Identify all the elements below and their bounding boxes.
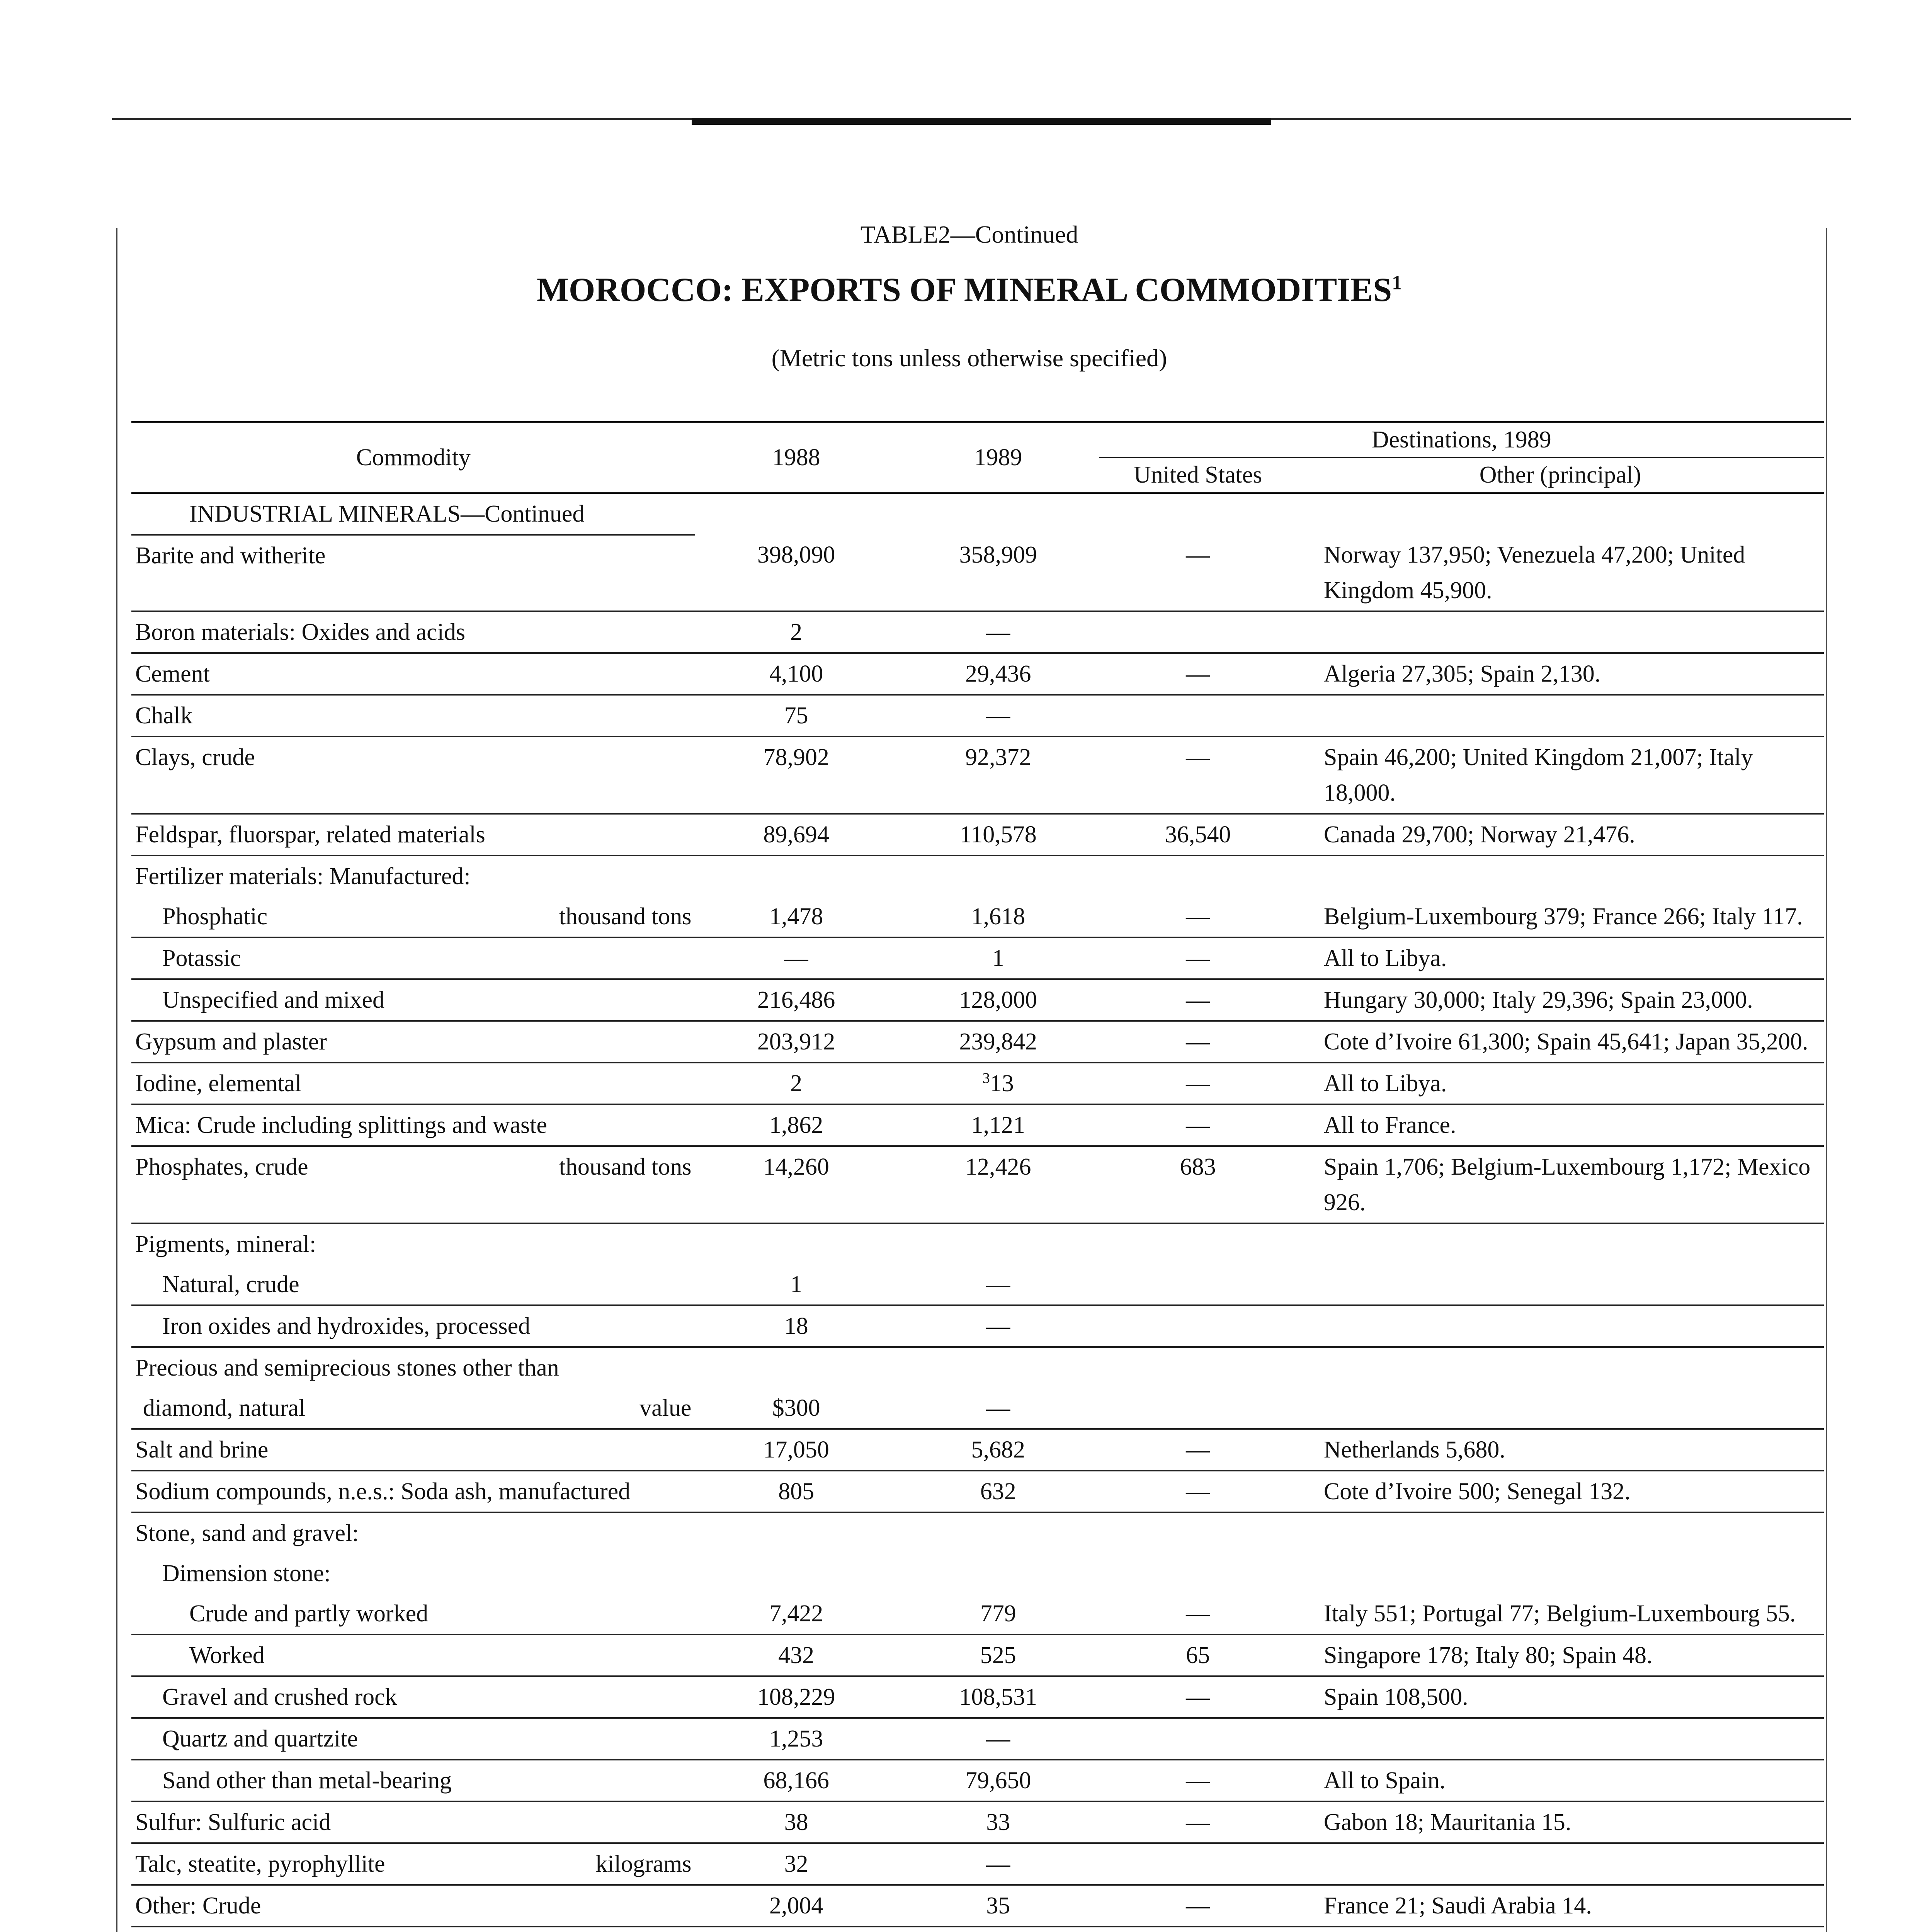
- commodity-cell: [131, 1718, 695, 1760]
- dest-other: [1297, 1223, 1824, 1264]
- value-1988: 18: [695, 1305, 897, 1347]
- exports-table: [131, 421, 1824, 1932]
- commodity-cell: [131, 1927, 695, 1932]
- value-1989-cell: [897, 736, 1099, 814]
- value-1989: 35: [986, 1893, 1010, 1919]
- dest-united-states: [1099, 855, 1296, 896]
- commodity-cell: [131, 1676, 695, 1718]
- value-1989-footnote: 3: [982, 1070, 990, 1087]
- dest-other: [1297, 1553, 1824, 1594]
- dest-other: [1297, 1347, 1824, 1388]
- dest-other: All to Libya.: [1297, 937, 1824, 979]
- dest-united-states: —: [1099, 937, 1296, 979]
- value-1989-cell: [897, 1760, 1099, 1801]
- table-row: [131, 1388, 1824, 1429]
- value-1989-cell: [897, 653, 1099, 695]
- table-row: [131, 1634, 1824, 1676]
- value-1989: 33: [986, 1809, 1010, 1835]
- table-row: [131, 1063, 1824, 1104]
- commodity-cell: [131, 1347, 695, 1388]
- table-row: [131, 1885, 1824, 1927]
- table-header: [131, 422, 1824, 493]
- page-title: [0, 270, 1932, 310]
- value-1989-cell: [897, 814, 1099, 855]
- value-1989: —: [986, 619, 1010, 645]
- dest-united-states: [1099, 1388, 1296, 1429]
- commodity-name: Other: Crude: [135, 1893, 261, 1919]
- commodity-name: Pigments, mineral:: [135, 1231, 316, 1257]
- value-1989: —: [986, 1271, 1010, 1298]
- dest-other: Netherlands 5,680.: [1297, 1429, 1824, 1471]
- commodity-name: Phosphatic: [162, 903, 268, 930]
- value-1988: 75: [695, 695, 897, 736]
- dest-united-states: [1099, 1718, 1296, 1760]
- table-caption: TABLE2—Continued: [860, 221, 1078, 248]
- value-1989-cell: [897, 1388, 1099, 1429]
- commodity-name: Salt and brine: [135, 1437, 269, 1463]
- dest-other: Spain 46,200; United Kingdom 21,007; Italy 18,000.: [1297, 736, 1824, 814]
- commodity-cell: [131, 1634, 695, 1676]
- commodity-name: INDUSTRIAL MINERALS—Continued: [189, 501, 585, 527]
- value-1988: [695, 1223, 897, 1264]
- dest-united-states: [1099, 1347, 1296, 1388]
- value-1989-cell: [897, 1063, 1099, 1104]
- table-row: [131, 535, 1824, 611]
- value-1989-cell: [897, 896, 1099, 937]
- value-1989-cell: [897, 1512, 1099, 1553]
- commodity-cell: [131, 1429, 695, 1471]
- value-1989-cell: [897, 1634, 1099, 1676]
- commodity-cell: [131, 1471, 695, 1512]
- table-row: [131, 1223, 1824, 1264]
- table-row: [131, 896, 1824, 937]
- table-row: [131, 1021, 1824, 1063]
- value-1988: 1,478: [695, 896, 897, 937]
- commodity-name: Feldspar, fluorspar, related materials: [135, 821, 485, 848]
- commodity-cell: [131, 1843, 695, 1885]
- dest-united-states: 65: [1099, 1634, 1296, 1676]
- dest-other: All to Spain.: [1297, 1760, 1824, 1801]
- dest-other: [1297, 1305, 1824, 1347]
- commodity-cell: [131, 493, 695, 535]
- dest-other: [1297, 1843, 1824, 1885]
- commodity-cell: [131, 1388, 695, 1429]
- commodity-name: Gypsum and plaster: [135, 1029, 327, 1055]
- table-row: [131, 1718, 1824, 1760]
- table-row: [131, 1471, 1824, 1512]
- dest-united-states: [1099, 1264, 1296, 1305]
- commodity-name: [135, 1930, 686, 1932]
- dest-united-states: —: [1099, 1021, 1296, 1063]
- commodity-cell: [131, 1305, 695, 1347]
- value-1988: 1: [695, 1264, 897, 1305]
- table-row: [131, 611, 1824, 653]
- commodity-cell: [131, 1885, 695, 1927]
- table-row: [131, 653, 1824, 695]
- dest-united-states: [1099, 1223, 1296, 1264]
- commodity-name: Talc, steatite, pyrophyllite: [135, 1851, 385, 1877]
- value-1989-cell: [897, 1104, 1099, 1146]
- dest-united-states: —: [1099, 979, 1296, 1021]
- table-row: [131, 1146, 1824, 1223]
- dest-other: Cote d’Ivoire 500; Senegal 132.: [1297, 1471, 1824, 1512]
- commodity-name: Natural, crude: [162, 1271, 299, 1298]
- commodity-cell: [131, 1594, 695, 1634]
- dest-other: [1297, 611, 1824, 653]
- value-1989: 128,000: [959, 987, 1037, 1013]
- commodity-name: Sulfur: Sulfuric acid: [135, 1809, 331, 1835]
- dest-other: Algeria 27,305; Spain 2,130.: [1297, 653, 1824, 695]
- title-text: MOROCCO: EXPORTS OF MINERAL COMMODITIES: [536, 271, 1392, 309]
- value-1989-cell: [897, 1676, 1099, 1718]
- dest-united-states: —: [1099, 1104, 1296, 1146]
- dest-other: Belgium-Luxembourg 379; France 266; Italy 117.: [1297, 896, 1824, 937]
- commodity-name: Dimension stone:: [162, 1560, 331, 1587]
- table-body: [131, 493, 1824, 1932]
- top-thick-rule: [692, 118, 1271, 125]
- table-row: [131, 1104, 1824, 1146]
- dest-other: Italy 551; Portugal 77; Belgium-Luxembourg 55.: [1297, 1594, 1824, 1634]
- commodity-name: Precious and semiprecious stones other than: [135, 1355, 559, 1381]
- value-1989-cell: [897, 979, 1099, 1021]
- commodity-cell: [131, 855, 695, 896]
- commodity-cell: [131, 1146, 695, 1223]
- value-1989: —: [986, 1851, 1010, 1877]
- value-1988: 14,260: [695, 1146, 897, 1223]
- table-row: [131, 1927, 1824, 1932]
- value-1988: 32: [695, 1843, 897, 1885]
- commodity-unit: kilograms: [595, 1851, 692, 1877]
- table-row: [131, 1843, 1824, 1885]
- value-1989: —: [986, 702, 1010, 729]
- dest-united-states: —: [1099, 1471, 1296, 1512]
- dest-other: Norway 137,950; Venezuela 47,200; United Kingdom 45,900.: [1297, 535, 1824, 611]
- value-1989-cell: [897, 1264, 1099, 1305]
- dest-united-states: —: [1099, 896, 1296, 937]
- value-1989-cell: [897, 611, 1099, 653]
- commodity-cell: [131, 896, 695, 937]
- commodity-name: Worked: [189, 1642, 265, 1668]
- value-1989: —: [986, 1726, 1010, 1752]
- commodity-cell: [131, 535, 695, 611]
- value-1988: [695, 855, 897, 896]
- value-1988: 4,100: [695, 653, 897, 695]
- value-1989-cell: [897, 1223, 1099, 1264]
- commodity-name: Potassic: [162, 945, 241, 971]
- table-row: [131, 1347, 1824, 1388]
- value-1989: 13: [990, 1070, 1014, 1097]
- value-1988: $300: [695, 1388, 897, 1429]
- dest-other: Hungary 30,000; Italy 29,396; Spain 23,000.: [1297, 979, 1824, 1021]
- dest-united-states: —: [1099, 653, 1296, 695]
- table-row: [131, 1676, 1824, 1718]
- value-1989: 29,436: [965, 661, 1031, 687]
- dest-united-states: —: [1099, 1760, 1296, 1801]
- value-1988: 1,862: [695, 1104, 897, 1146]
- dest-united-states: —: [1099, 1429, 1296, 1471]
- dest-other: France 21; Saudi Arabia 14.: [1297, 1885, 1824, 1927]
- value-1989: 358,909: [959, 542, 1037, 568]
- header-other: Other (principal): [1297, 457, 1824, 493]
- dest-united-states: [1099, 1553, 1296, 1594]
- value-1988: [695, 493, 897, 535]
- table-row: [131, 979, 1824, 1021]
- value-1988: 89,694: [695, 814, 897, 855]
- value-1988: 7,422: [695, 1594, 897, 1634]
- dest-other: Spain 1,706; Belgium-Luxembourg 1,172; Mexico 926.: [1297, 1146, 1824, 1223]
- dest-united-states: —: [1099, 1594, 1296, 1634]
- dest-united-states: [1099, 1843, 1296, 1885]
- value-1989: 779: [980, 1600, 1016, 1627]
- dest-other: [1297, 1718, 1824, 1760]
- value-1988: 68,166: [695, 1760, 897, 1801]
- commodity-name: diamond, natural: [143, 1395, 306, 1421]
- dest-other: [1297, 855, 1824, 896]
- commodity-name: Phosphates, crude: [135, 1154, 308, 1180]
- table-row: [131, 1760, 1824, 1801]
- value-1989: 239,842: [959, 1029, 1037, 1055]
- value-1989: 108,531: [959, 1684, 1037, 1710]
- value-1988: 108,229: [695, 1676, 897, 1718]
- dest-other: Spain 108,500.: [1297, 1676, 1824, 1718]
- value-1989-cell: [897, 1347, 1099, 1388]
- header-united-states: United States: [1099, 457, 1296, 493]
- commodity-unit: thousand tons: [559, 1154, 692, 1180]
- value-1989-cell: [897, 1471, 1099, 1512]
- commodity-name: Clays, crude: [135, 744, 255, 770]
- table-row: [131, 1512, 1824, 1553]
- value-1989: 1: [992, 945, 1004, 971]
- value-1989: 110,578: [959, 821, 1037, 848]
- value-1988: 398,090: [695, 535, 897, 611]
- table-row: [131, 814, 1824, 855]
- value-1988: 17,050: [695, 1429, 897, 1471]
- commodity-name: Crude and partly worked: [189, 1600, 429, 1627]
- commodity-unit: value: [639, 1395, 692, 1421]
- value-1989-cell: [897, 1553, 1099, 1594]
- value-1989: 5,682: [971, 1437, 1025, 1463]
- value-1988: 805: [695, 1471, 897, 1512]
- commodity-name: Mica: Crude including splittings and waste: [135, 1112, 547, 1138]
- value-1989-cell: [897, 1801, 1099, 1843]
- value-1988: 203,912: [695, 1021, 897, 1063]
- commodity-name: Iron oxides and hydroxides, processed: [162, 1313, 531, 1339]
- dest-united-states: —: [1099, 1063, 1296, 1104]
- commodity-name: Unspecified and mixed: [162, 987, 385, 1013]
- commodity-cell: [131, 979, 695, 1021]
- dest-other: All to Libya.: [1297, 1063, 1824, 1104]
- dest-other: [1297, 695, 1824, 736]
- value-1988: —: [695, 937, 897, 979]
- dest-united-states: —: [1099, 1676, 1296, 1718]
- value-1989-cell: [897, 1594, 1099, 1634]
- value-1989: 1,121: [971, 1112, 1025, 1138]
- value-1989: 1,618: [971, 903, 1025, 930]
- value-1989-cell: [897, 1021, 1099, 1063]
- commodity-cell: [131, 611, 695, 653]
- dest-united-states: —: [1099, 535, 1296, 611]
- value-1989-cell: [897, 1927, 1099, 1932]
- commodity-name: Cement: [135, 661, 210, 687]
- dest-united-states: [1099, 1927, 1296, 1932]
- value-1989: —: [986, 1395, 1010, 1421]
- commodity-name: Gravel and crushed rock: [162, 1684, 397, 1710]
- value-1988: [695, 1347, 897, 1388]
- commodity-name: Stone, sand and gravel:: [135, 1520, 359, 1546]
- dest-other: [1297, 1264, 1824, 1305]
- commodity-cell: [131, 653, 695, 695]
- dest-united-states: [1099, 611, 1296, 653]
- value-1989: 79,650: [965, 1767, 1031, 1794]
- table-subtitle: (Metric tons unless otherwise specified): [771, 344, 1167, 372]
- dest-other: [1297, 1512, 1824, 1553]
- value-1989-cell: [897, 1843, 1099, 1885]
- value-1989-cell: [897, 535, 1099, 611]
- value-1988: 2: [695, 1063, 897, 1104]
- value-1988: 2: [695, 611, 897, 653]
- dest-other: [1297, 1388, 1824, 1429]
- table-row: [131, 1594, 1824, 1634]
- commodity-name: Sand other than metal-bearing: [162, 1767, 452, 1794]
- value-1989: 632: [980, 1478, 1016, 1505]
- commodity-cell: [131, 1553, 695, 1594]
- dest-united-states: —: [1099, 1885, 1296, 1927]
- table-row: [131, 1429, 1824, 1471]
- value-1989-cell: [897, 493, 1099, 535]
- table-row: [131, 1553, 1824, 1594]
- dest-united-states: [1099, 493, 1296, 535]
- table-row: [131, 937, 1824, 979]
- commodity-name: Chalk: [135, 702, 193, 729]
- commodity-cell: [131, 1021, 695, 1063]
- value-1988: 216,486: [695, 979, 897, 1021]
- table-row: [131, 493, 1824, 535]
- commodity-cell: [131, 937, 695, 979]
- dest-other: [1297, 493, 1824, 535]
- commodity-name: Barite and witherite: [135, 543, 326, 569]
- table-row: [131, 736, 1824, 814]
- dest-other: [1297, 1927, 1824, 1932]
- value-1988: 78,902: [695, 736, 897, 814]
- value-1989-cell: [897, 937, 1099, 979]
- value-1988: 38: [695, 1801, 897, 1843]
- dest-united-states: [1099, 1305, 1296, 1347]
- header-1988: 1988: [695, 422, 897, 493]
- commodity-cell: [131, 814, 695, 855]
- commodity-cell: [131, 736, 695, 814]
- dest-other: Singapore 178; Italy 80; Spain 48.: [1297, 1634, 1824, 1676]
- value-1989-cell: [897, 1146, 1099, 1223]
- dest-united-states: [1099, 695, 1296, 736]
- value-1989: 525: [980, 1642, 1016, 1668]
- value-1989-cell: [897, 1429, 1099, 1471]
- commodity-cell: [131, 1512, 695, 1553]
- value-1989-cell: [897, 1718, 1099, 1760]
- dest-united-states: —: [1099, 736, 1296, 814]
- commodity-name: Boron materials: Oxides and acids: [135, 619, 466, 645]
- commodity-unit: thousand tons: [559, 903, 692, 930]
- value-1988: 2,004: [695, 1885, 897, 1927]
- commodity-name: Sodium compounds, n.e.s.: Soda ash, manufactured: [135, 1478, 631, 1505]
- header-1989: 1989: [897, 422, 1099, 493]
- table-row: [131, 1305, 1824, 1347]
- commodity-cell: [131, 1264, 695, 1305]
- value-1988: [695, 1553, 897, 1594]
- table-row: [131, 1264, 1824, 1305]
- value-1989: —: [986, 1313, 1010, 1339]
- right-margin-line: [1826, 228, 1827, 1932]
- table-row: [131, 855, 1824, 896]
- dest-other: Cote d’Ivoire 61,300; Spain 45,641; Japan 35,200.: [1297, 1021, 1824, 1063]
- dest-united-states: 683: [1099, 1146, 1296, 1223]
- table-row: [131, 695, 1824, 736]
- title-footnote-ref: 1: [1392, 272, 1402, 294]
- commodity-cell: [131, 1104, 695, 1146]
- commodity-name: Quartz and quartzite: [162, 1726, 358, 1752]
- value-1988: [695, 1927, 897, 1932]
- value-1988: [695, 1512, 897, 1553]
- dest-other: Canada 29,700; Norway 21,476.: [1297, 814, 1824, 855]
- value-1988: 432: [695, 1634, 897, 1676]
- commodity-cell: [131, 695, 695, 736]
- left-margin-line: [116, 228, 117, 1932]
- value-1989: 92,372: [965, 744, 1031, 770]
- header-destinations: Destinations, 1989: [1099, 422, 1824, 458]
- header-commodity: Commodity: [131, 422, 695, 493]
- value-1989-cell: [897, 695, 1099, 736]
- dest-other: All to France.: [1297, 1104, 1824, 1146]
- commodity-name: Fertilizer materials: Manufactured:: [135, 863, 471, 889]
- dest-united-states: 36,540: [1099, 814, 1296, 855]
- dest-united-states: —: [1099, 1801, 1296, 1843]
- dest-other: Gabon 18; Mauritania 15.: [1297, 1801, 1824, 1843]
- commodity-cell: [131, 1063, 695, 1104]
- value-1988: 1,253: [695, 1718, 897, 1760]
- value-1989-cell: [897, 1885, 1099, 1927]
- commodity-cell: [131, 1801, 695, 1843]
- commodity-cell: [131, 1223, 695, 1264]
- dest-united-states: [1099, 1512, 1296, 1553]
- value-1989-cell: [897, 1305, 1099, 1347]
- value-1989: 12,426: [965, 1154, 1031, 1180]
- commodity-name: Iodine, elemental: [135, 1070, 302, 1097]
- commodity-cell: [131, 1760, 695, 1801]
- table-row: [131, 1801, 1824, 1843]
- value-1989-cell: [897, 855, 1099, 896]
